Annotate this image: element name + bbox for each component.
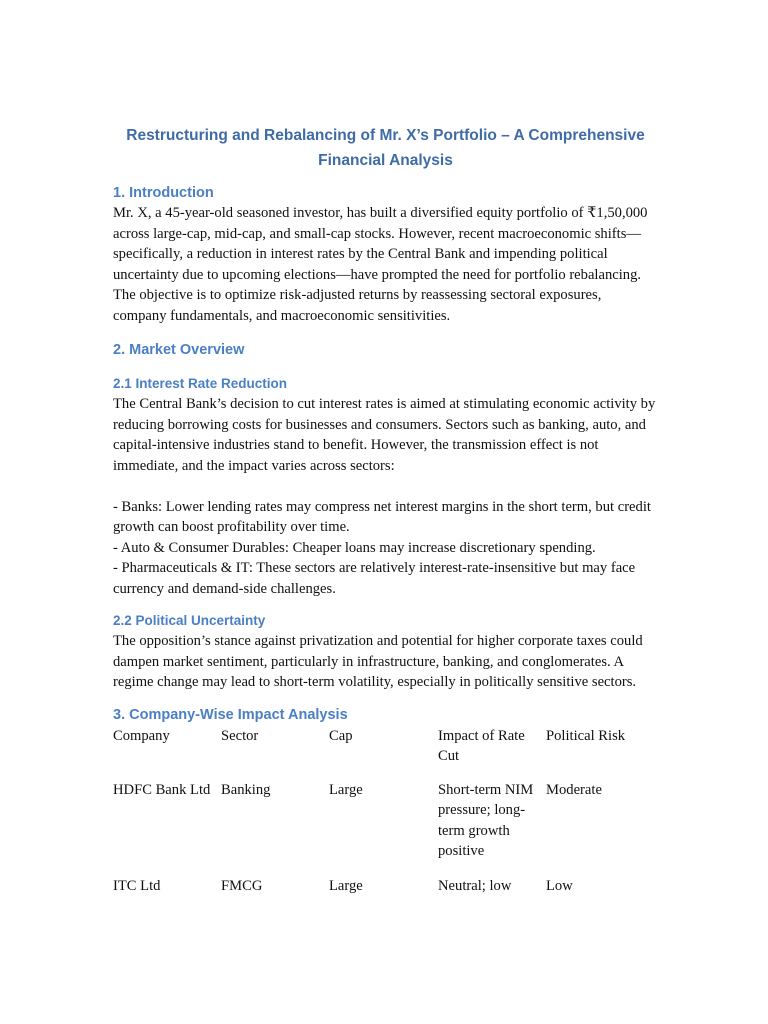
document-content — [113, 123, 658, 910]
cell-political-risk: Low — [546, 877, 573, 894]
document-title: Restructuring and Rebalancing of Mr. X’s Portfolio – A Comprehensive Financial Analysis — [126, 127, 645, 169]
introduction-paragraph: Mr. X, a 45-year-old seasoned investor, has built a diversified equity portfolio of ₹1,50,000 across large-cap, mid-cap, and small-cap stocks. However, recent macroeconomic shifts—specifically, a reduction in interest rates by the Central Bank and impending political uncertainty due to upcoming elections—have prompted the need for portfolio rebalancing. The objective is to optimize risk-adjusted returns by reassessing sectoral exposures, company fundamentals, and macroeconomic sensitivities. — [113, 205, 648, 324]
column-header-company: Company — [113, 727, 170, 744]
political-uncertainty-paragraph: The opposition’s stance against privatization and potential for higher corporate taxes could dampen market sentiment, particularly in infrastructure, banking, and conglomerates. A regime change may lead to short-term volatility, especially in politically sensitive sectors. — [113, 633, 643, 690]
column-header-political-risk: Political Risk — [546, 727, 626, 744]
cell-political-risk: Moderate — [546, 781, 602, 798]
table-row — [113, 876, 658, 911]
cell-company: HDFC Bank Ltd — [113, 781, 211, 798]
bullet-auto: - Auto & Consumer Durables: Cheaper loans may increase discretionary spending. — [113, 539, 596, 556]
bullet-pharma-it: - Pharmaceuticals & IT: These sectors are relatively interest-rate-insensitive but may face currency and demand-side challenges. — [113, 560, 636, 597]
subsection-heading-political-uncertainty: 2.2 Political Uncertainty — [113, 613, 266, 628]
column-header-impact: Impact of Rate Cut — [438, 727, 525, 764]
subsection-heading-interest-rate: 2.1 Interest Rate Reduction — [113, 376, 288, 391]
interest-rate-paragraph: The Central Bank’s decision to cut interest rates is aimed at stimulating economic activity by reducing borrowing costs for businesses and consumers. Sectors such as banking, auto, and capital-intensive industries stand to benefit. However, the transmission effect is not immediate, and the impact varies across sectors: — [113, 396, 656, 474]
column-header-cap: Cap — [329, 727, 353, 744]
cell-sector: Banking — [221, 781, 271, 798]
section-heading-introduction: 1. Introduction — [113, 185, 214, 201]
impact-table — [113, 726, 658, 911]
cell-impact: Neutral; low — [438, 877, 512, 894]
section-heading-company-impact: 3. Company-Wise Impact Analysis — [113, 706, 348, 723]
cell-company: ITC Ltd — [113, 877, 161, 894]
bullet-banks: - Banks: Lower lending rates may compress net interest margins in the short term, but credit growth can boost profitability over time. — [113, 498, 651, 535]
cell-cap: Large — [329, 877, 363, 894]
cell-cap: Large — [329, 781, 363, 798]
table-header-row — [113, 726, 658, 780]
table-row — [113, 780, 658, 876]
column-header-sector: Sector — [221, 727, 259, 744]
cell-impact: Short-term NIM pressure; long-term growth positive — [438, 781, 534, 859]
cell-sector: FMCG — [221, 877, 263, 894]
section-heading-market-overview: 2. Market Overview — [113, 342, 245, 358]
